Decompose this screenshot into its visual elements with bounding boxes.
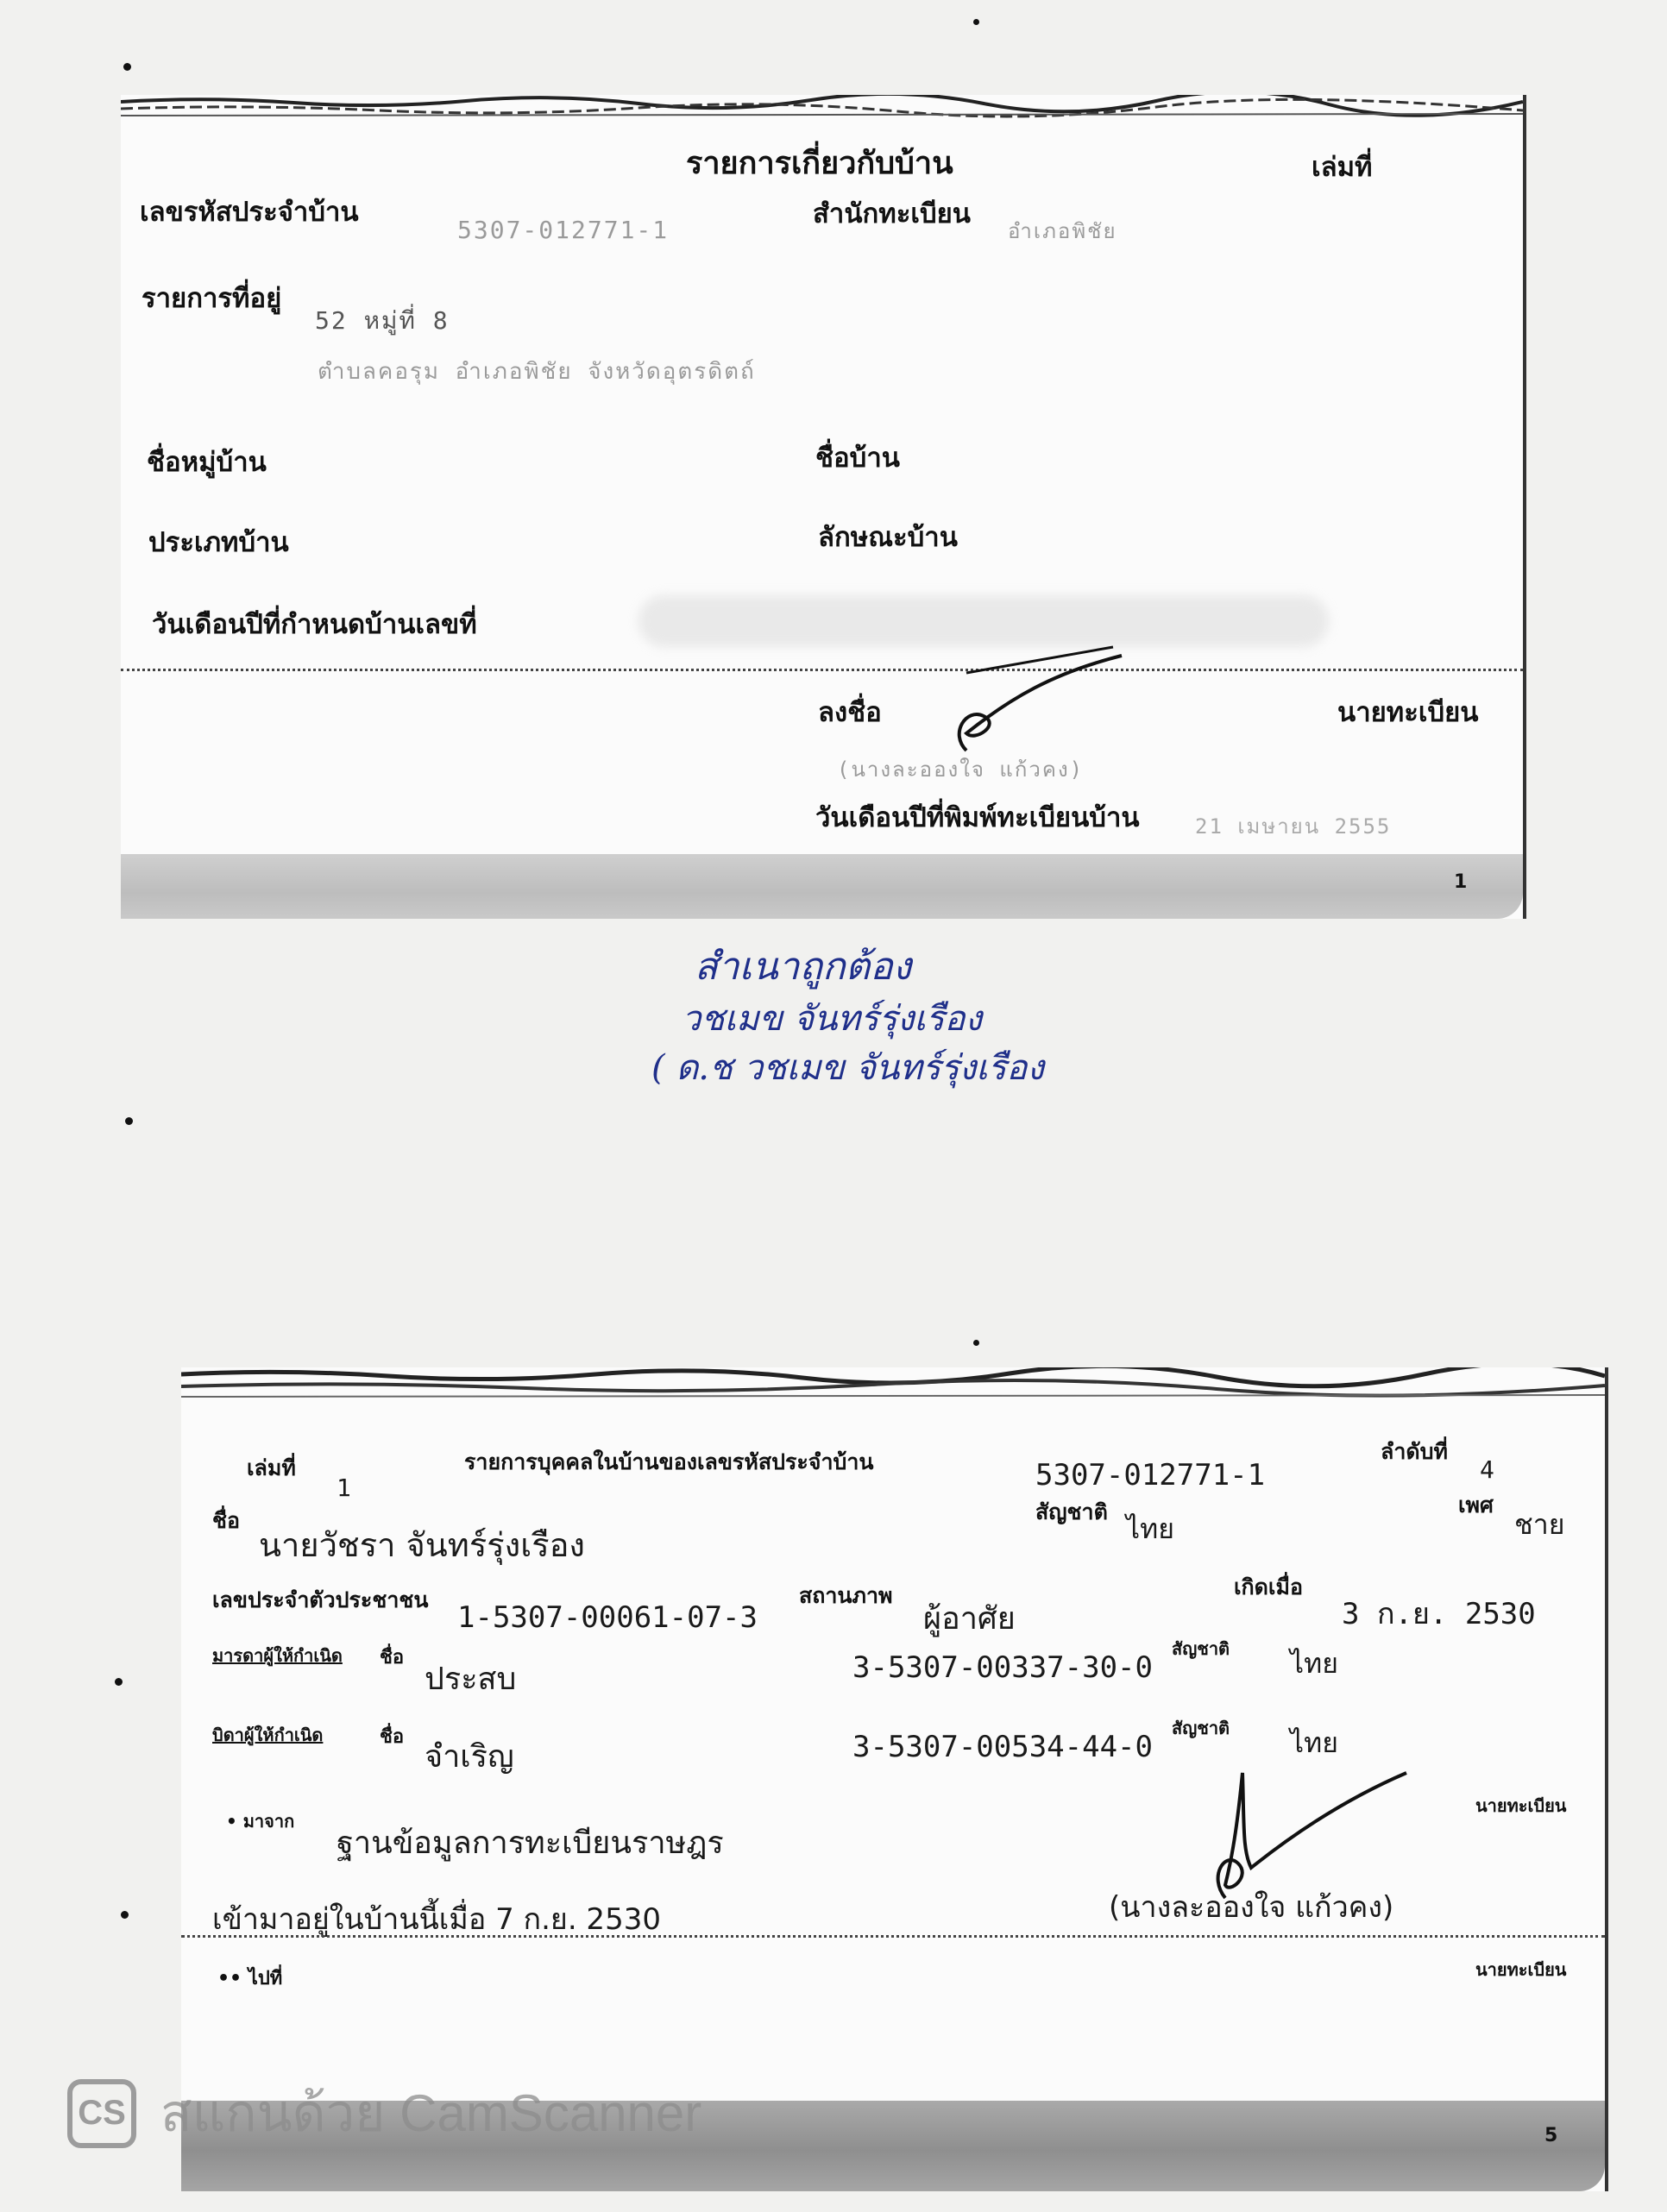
from-label: • มาจาก <box>226 1811 295 1832</box>
id-label: เลขประจำตัวประชาชน <box>212 1587 429 1612</box>
mother-name-label: ชื่อ <box>380 1647 405 1668</box>
father-nationality: ไทย <box>1290 1726 1338 1759</box>
address-line2: ตำบลคอรุม อำเภอพิชัย จังหวัดอุตรดิตถ์ <box>318 359 756 385</box>
registrar-label: นายทะเบียน <box>1337 697 1479 728</box>
margin-dot <box>973 19 979 25</box>
order-label: ลำดับที่ <box>1381 1439 1448 1464</box>
margin-dot <box>125 1117 133 1125</box>
mother-nationality-label: สัญชาติ <box>1172 1638 1230 1659</box>
registrar-label-top: นายทะเบียน <box>1475 1795 1567 1816</box>
divider-dotted <box>181 1935 1605 1938</box>
registrar-signature <box>915 638 1139 768</box>
nationality-value: ไทย <box>1126 1512 1174 1545</box>
status-label: สถานภาพ <box>799 1583 893 1608</box>
registry-office-value: อำเภอพิชัย <box>1008 219 1117 243</box>
torn-edge <box>181 1367 1605 1402</box>
card-shadow-strip <box>121 854 1523 919</box>
volume-label: เล่มที่ <box>1312 152 1373 183</box>
camscanner-logo-icon: CS <box>67 2079 136 2148</box>
mother-name: ประสบ <box>425 1662 517 1697</box>
camscanner-watermark <box>67 2072 701 2154</box>
order-value: 4 <box>1480 1455 1494 1484</box>
village-name-label: ชื่อหมู่บ้าน <box>147 447 267 478</box>
margin-dot <box>973 1340 979 1346</box>
sex-value: ชาย <box>1514 1508 1565 1541</box>
father-label: บิดาผู้ให้กำเนิด <box>212 1725 324 1745</box>
address-line1: 52 หมู่ที่ 8 <box>315 306 450 335</box>
moved-in-date: เข้ามาอยู่ในบ้านนี้เมื่อ 7 ก.ย. 2530 <box>212 1902 661 1937</box>
registrar-name: (นางละอองใจ แก้วคง) <box>1109 1890 1394 1925</box>
from-value: ฐานข้อมูลการทะเบียนราษฎร <box>337 1826 724 1861</box>
name-label: ชื่อ <box>212 1508 240 1533</box>
nationality-label: สัญชาติ <box>1035 1499 1108 1524</box>
torn-edge <box>121 95 1523 121</box>
margin-dot <box>121 1911 129 1919</box>
divider-dotted <box>121 669 1523 671</box>
status-value: ผู้อาศัย <box>923 1601 1016 1637</box>
father-name-label: ชื่อ <box>380 1726 405 1748</box>
born-label: เกิดเมื่อ <box>1234 1574 1303 1599</box>
house-code-value: 5307-012771-1 <box>1035 1458 1266 1492</box>
sex-label: เพศ <box>1458 1492 1494 1518</box>
id-value: 1-5307-00061-07-3 <box>457 1600 758 1635</box>
to-label: •• ไปที่ <box>217 1968 283 1989</box>
volume-value: 1 <box>337 1474 351 1502</box>
page-number: 5 <box>1544 2125 1558 2146</box>
father-nationality-label: สัญชาติ <box>1172 1718 1230 1738</box>
house-code-value: 5307-012771-1 <box>457 216 670 244</box>
house-code-label: เลขรหัสประจำบ้าน <box>140 197 359 228</box>
registrar-name: (นางละอองใจ แก้วคง) <box>837 757 1085 782</box>
margin-dot <box>123 63 131 71</box>
registrar-label-bottom: นายทะเบียน <box>1475 1959 1567 1980</box>
father-id: 3-5307-00534-44-0 <box>852 1730 1153 1764</box>
house-nature-label: ลักษณะบ้าน <box>818 522 958 553</box>
person-details-card <box>181 1367 1608 2191</box>
registry-office-label: สำนักทะเบียน <box>813 198 972 229</box>
certification-line1: สำเนาถูกต้อง <box>695 945 912 989</box>
house-name-label: ชื่อบ้าน <box>815 443 900 474</box>
card-title: รายการบุคคลในบ้านของเลขรหัสประจำบ้าน <box>464 1449 874 1474</box>
father-name: จำเริญ <box>425 1739 514 1775</box>
print-date-value: 21 เมษายน 2555 <box>1195 814 1392 839</box>
address-label: รายการที่อยู่ <box>142 283 282 314</box>
mother-nationality: ไทย <box>1290 1647 1338 1680</box>
mother-id: 3-5307-00337-30-0 <box>852 1650 1153 1685</box>
certification-line2: วชเมข จันทร์รุ่งเรือง <box>682 999 983 1039</box>
certification-line3: ( ด.ช วชเมข จันทร์รุ่งเรือง <box>651 1048 1044 1088</box>
watermark-text: สแกนด้วย CamScanner <box>160 2084 702 2142</box>
house-type-label: ประเภทบ้าน <box>148 527 289 558</box>
page-number: 1 <box>1454 871 1468 893</box>
margin-dot <box>115 1678 123 1686</box>
house-number-date-label: วันเดือนปีที่กำหนดบ้านเลขที่ <box>152 609 477 640</box>
volume-label: เล่มที่ <box>247 1455 296 1480</box>
born-value: 3 ก.ย. 2530 <box>1342 1597 1536 1631</box>
mother-label: มารดาผู้ให้กำเนิด <box>212 1645 343 1666</box>
signed-label: ลงชื่อ <box>818 697 882 728</box>
print-date-label: วันเดือนปีที่พิมพ์ทะเบียนบ้าน <box>815 802 1140 833</box>
house-details-card <box>121 95 1526 919</box>
name-value: นายวัชรา จันทร์รุ่งเรือง <box>259 1526 585 1564</box>
card-title: รายการเกี่ยวกับบ้าน <box>686 146 953 181</box>
